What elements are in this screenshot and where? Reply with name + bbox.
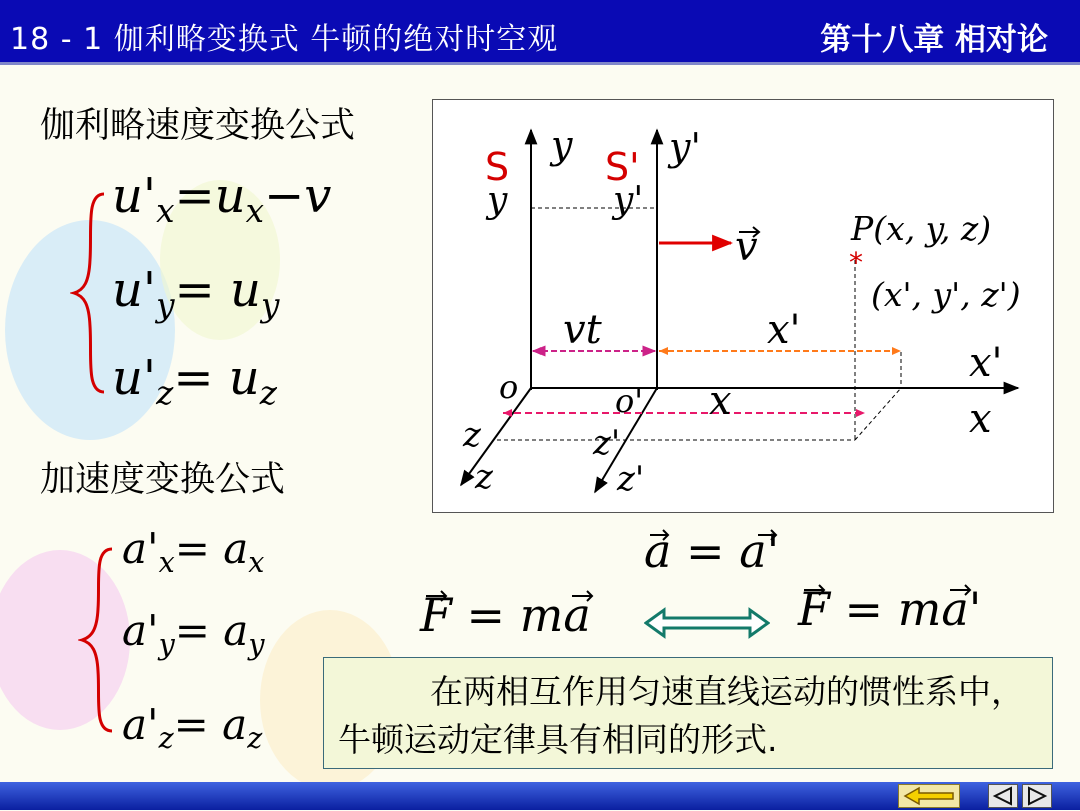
y-tick-label: y [487, 180, 508, 221]
velocity-brace [70, 190, 110, 400]
acceleration-eq-x: $a'_x= a_x$ [122, 524, 265, 580]
return-button[interactable] [898, 784, 960, 808]
velocity-eq-y: $u'_y= u_y$ [112, 262, 280, 325]
triangle-right-icon [1023, 785, 1051, 807]
frame-s-prime-label: S' [605, 145, 640, 189]
y-prime-axis-label: y' [669, 125, 701, 169]
y-prime-tick-label: y' [613, 180, 644, 221]
z-axis-label: z [475, 457, 493, 497]
acceleration-equality: a = a' [644, 524, 780, 578]
velocity-heading: 伽利略速度变换公式 [40, 106, 356, 146]
velocity-eq-z: $u'_z= u_z$ [112, 350, 277, 413]
z-prime-axis-label: z' [617, 459, 645, 499]
newton-s-vector-arrows [422, 584, 622, 604]
acceleration-brace [78, 545, 118, 735]
point-marker: * [849, 246, 863, 279]
z-tick-label: z [463, 415, 481, 455]
section-title: 18 - 1 伽利略变换式 牛顿的绝对时空观 [10, 22, 559, 57]
y-axis-label: y [551, 123, 573, 167]
vt-label: vt [563, 307, 602, 353]
title-bar [0, 0, 1080, 62]
newton-law-s-prime: F = ma' [798, 582, 982, 636]
x-prime-axis-label: x' [969, 340, 1003, 386]
conclusion-box [323, 657, 1053, 769]
accel-vector-arrows [646, 523, 816, 543]
point-p-label: P(x, y, z) [851, 209, 992, 248]
z-prime-tick-label: z' [593, 423, 621, 463]
coordinate-diagram [432, 99, 1054, 513]
x-axis-label: x [969, 396, 992, 442]
point-p-prime-label: (x', y', z') [871, 275, 1021, 314]
chapter-title: 第十八章 相对论 [820, 22, 1048, 58]
next-page-button[interactable] [1022, 784, 1052, 808]
equivalence-double-arrow [644, 606, 770, 640]
previous-page-button[interactable] [988, 784, 1018, 808]
acceleration-heading: 加速度变换公式 [40, 460, 286, 500]
x-segment-label: x [709, 378, 732, 424]
acceleration-eq-z: $a'_z= a_z$ [122, 700, 263, 756]
frame-s-label: S [485, 145, 510, 189]
conclusion-text: 在两相互作用匀速直线运动的惯性系中，牛顿运动定律具有相同的形式. [338, 672, 1024, 759]
title-divider [0, 62, 1080, 65]
x-prime-segment-label: x' [767, 307, 801, 353]
return-arrow-icon [899, 785, 959, 807]
triangle-left-icon [989, 785, 1017, 807]
newton-law-s: F = ma [420, 588, 591, 642]
origin-o-prime-label: o' [615, 382, 644, 420]
acceleration-eq-y: $a'_y= a_y$ [122, 606, 265, 662]
origin-o-label: o [499, 368, 519, 406]
newton-s-prime-vector-arrows [800, 578, 1000, 598]
velocity-label: v [735, 224, 758, 270]
velocity-eq-x: $u'_x=u_x-v$ [112, 168, 332, 231]
